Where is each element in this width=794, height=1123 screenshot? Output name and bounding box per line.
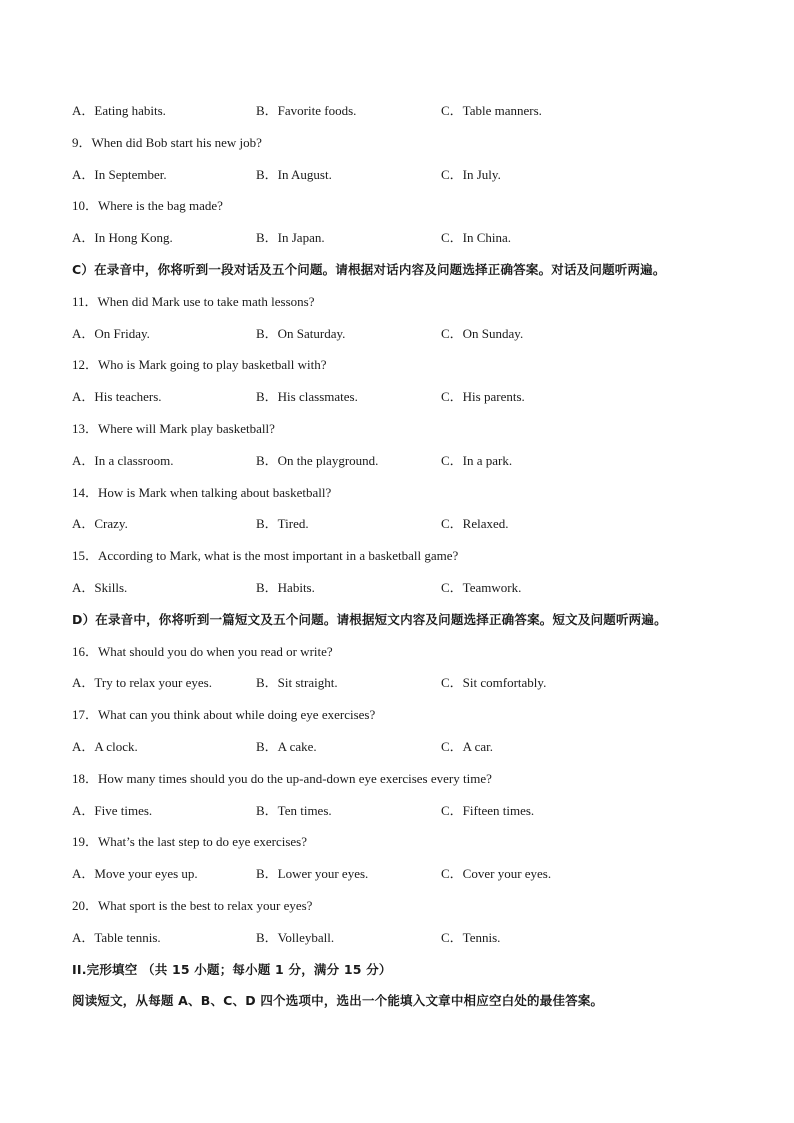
option-a: A．Move your eyes up. [72, 866, 198, 881]
option-a: A．Eating habits. [72, 103, 166, 118]
option-a: A．In September. [72, 167, 167, 182]
option-c: C．In a park. [441, 453, 513, 468]
option-b: B．A cake. [256, 739, 317, 754]
option-b: B．Tired. [256, 516, 309, 531]
option-b: B．His classmates. [256, 389, 358, 404]
option-b: B．On Saturday. [256, 326, 346, 341]
option-a: A．In a classroom. [72, 453, 174, 468]
option-a: A．Skills. [72, 580, 128, 595]
option-c: C．Sit comfortably. [441, 675, 547, 690]
option-a: A．Table tennis. [72, 930, 161, 945]
question-text: 19．What’s the last step to do eye exercises? [72, 834, 308, 849]
option-c: C．In July. [441, 167, 501, 182]
question-text: 10．Where is the bag made? [72, 198, 223, 213]
option-b: B．Lower your eyes. [256, 866, 369, 881]
option-a: A．On Friday. [72, 326, 150, 341]
option-a: A．Five times. [72, 803, 153, 818]
option-c: C．His parents. [441, 389, 525, 404]
option-c: C．Tennis. [441, 930, 501, 945]
option-c: C．Relaxed. [441, 516, 509, 531]
question-text: 12．Who is Mark going to play basketball with? [72, 357, 327, 372]
option-a: A．Crazy. [72, 516, 128, 531]
question-text: 9．When did Bob start his new job? [72, 135, 262, 150]
option-b: B．In Japan. [256, 230, 325, 245]
section-instruction: C）在录音中，你将听到一段对话及五个问题。请根据对话内容及问题选择正确答案。对话及问题听两遍。 [72, 262, 666, 277]
option-b: B．Ten times. [256, 803, 332, 818]
option-b: B．Sit straight. [256, 675, 338, 690]
option-c: C．Table manners. [441, 103, 542, 118]
question-text: 18．How many times should you do the up-and-down eye exercises every time? [72, 771, 492, 786]
option-b: B．Habits. [256, 580, 315, 595]
option-c: C．Teamwork. [441, 580, 522, 595]
option-b: B．On the playground. [256, 453, 379, 468]
question-text: 14．How is Mark when talking about basketball? [72, 485, 332, 500]
question-text: 20．What sport is the best to relax your eyes? [72, 898, 313, 913]
question-text: 16．What should you do when you read or write? [72, 644, 333, 659]
question-text: 17．What can you think about while doing eye exercises? [72, 707, 376, 722]
question-text: 15．According to Mark, what is the most important in a basketball game? [72, 548, 459, 563]
option-c: C．On Sunday. [441, 326, 524, 341]
option-a: A．His teachers. [72, 389, 162, 404]
option-b: B．Favorite foods. [256, 103, 357, 118]
section-instruction: 阅读短文，从每题 A、B、C、D 四个选项中，选出一个能填入文章中相应空白处的最佳答案。 [72, 993, 604, 1008]
section-instruction: II.完形填空 （共 15 小题；每小题 1 分，满分 15 分） [72, 962, 392, 977]
option-c: C．In China. [441, 230, 512, 245]
option-c: C．A car. [441, 739, 493, 754]
option-c: C．Fifteen times. [441, 803, 535, 818]
option-c: C．Cover your eyes. [441, 866, 552, 881]
option-b: B．In August. [256, 167, 332, 182]
option-a: A．In Hong Kong. [72, 230, 173, 245]
question-text: 11．When did Mark use to take math lessons? [72, 294, 315, 309]
section-instruction: D）在录音中，你将听到一篇短文及五个问题。请根据短文内容及问题选择正确答案。短文及问题听两遍。 [72, 612, 667, 627]
option-a: A．Try to relax your eyes. [72, 675, 212, 690]
option-a: A．A clock. [72, 739, 138, 754]
option-b: B．Volleyball. [256, 930, 335, 945]
question-text: 13．Where will Mark play basketball? [72, 421, 275, 436]
